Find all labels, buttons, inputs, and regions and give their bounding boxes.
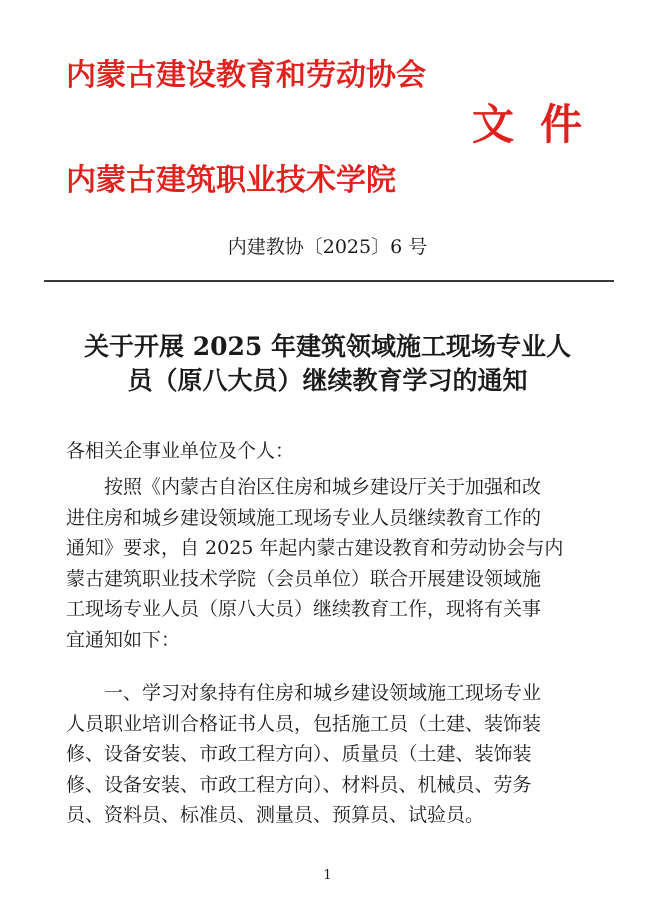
document-type-label: 文件: [472, 100, 609, 149]
salutation: 各相关企事业单位及个人：: [66, 440, 295, 462]
paragraph-intro: [66, 472, 596, 655]
issuing-org-2: 内蒙古建筑职业技术学院: [66, 163, 396, 198]
document-title: [40, 330, 615, 398]
issuing-org-1: 内蒙古建设教育和劳动协会: [66, 58, 426, 93]
paragraph-line: 进住房和城乡建设领域施工现场专业人员继续教育工作的: [66, 506, 542, 529]
paragraph-line: 通知》要求，自 2025 年起内蒙古建设教育和劳动协会与内: [66, 537, 564, 559]
title-line-2: 员（原八大员）继续教育学习的通知: [127, 366, 528, 395]
paragraph-line: 按照《内蒙古自治区住房和城乡建设厅关于加强和改: [66, 476, 542, 498]
document-number: 内建教协〔2025〕6 号: [227, 236, 428, 258]
paragraph-line: 人员职业培训合格证书人员，包括施工员（土建、装饰装: [66, 712, 542, 735]
paragraph-line: 修、设备安装、市政工程方向）、材料员、机械员、劳务: [66, 773, 532, 796]
paragraph-line: 一、学习对象持有住房和城乡建设领域施工现场专业: [66, 682, 542, 704]
title-line-1: 关于开展 2025 年建筑领域施工现场专业人: [84, 332, 571, 361]
paragraph-line: 蒙古建筑职业技术学院（会员单位）联合开展建设领域施: [66, 567, 542, 590]
paragraph-section-1: [66, 678, 596, 831]
paragraph-line: 修、设备安装、市政工程方向）、质量员（土建、装饰装: [66, 743, 532, 765]
page-number: 1: [323, 868, 332, 883]
paragraph-line: 宜通知如下：: [66, 628, 181, 651]
header-divider: [44, 280, 614, 282]
paragraph-line: 工现场专业人员（原八大员）继续教育工作，现将有关事: [66, 598, 542, 620]
paragraph-line: 员、资料员、标准员、测量员、预算员、试验员。: [66, 804, 485, 826]
